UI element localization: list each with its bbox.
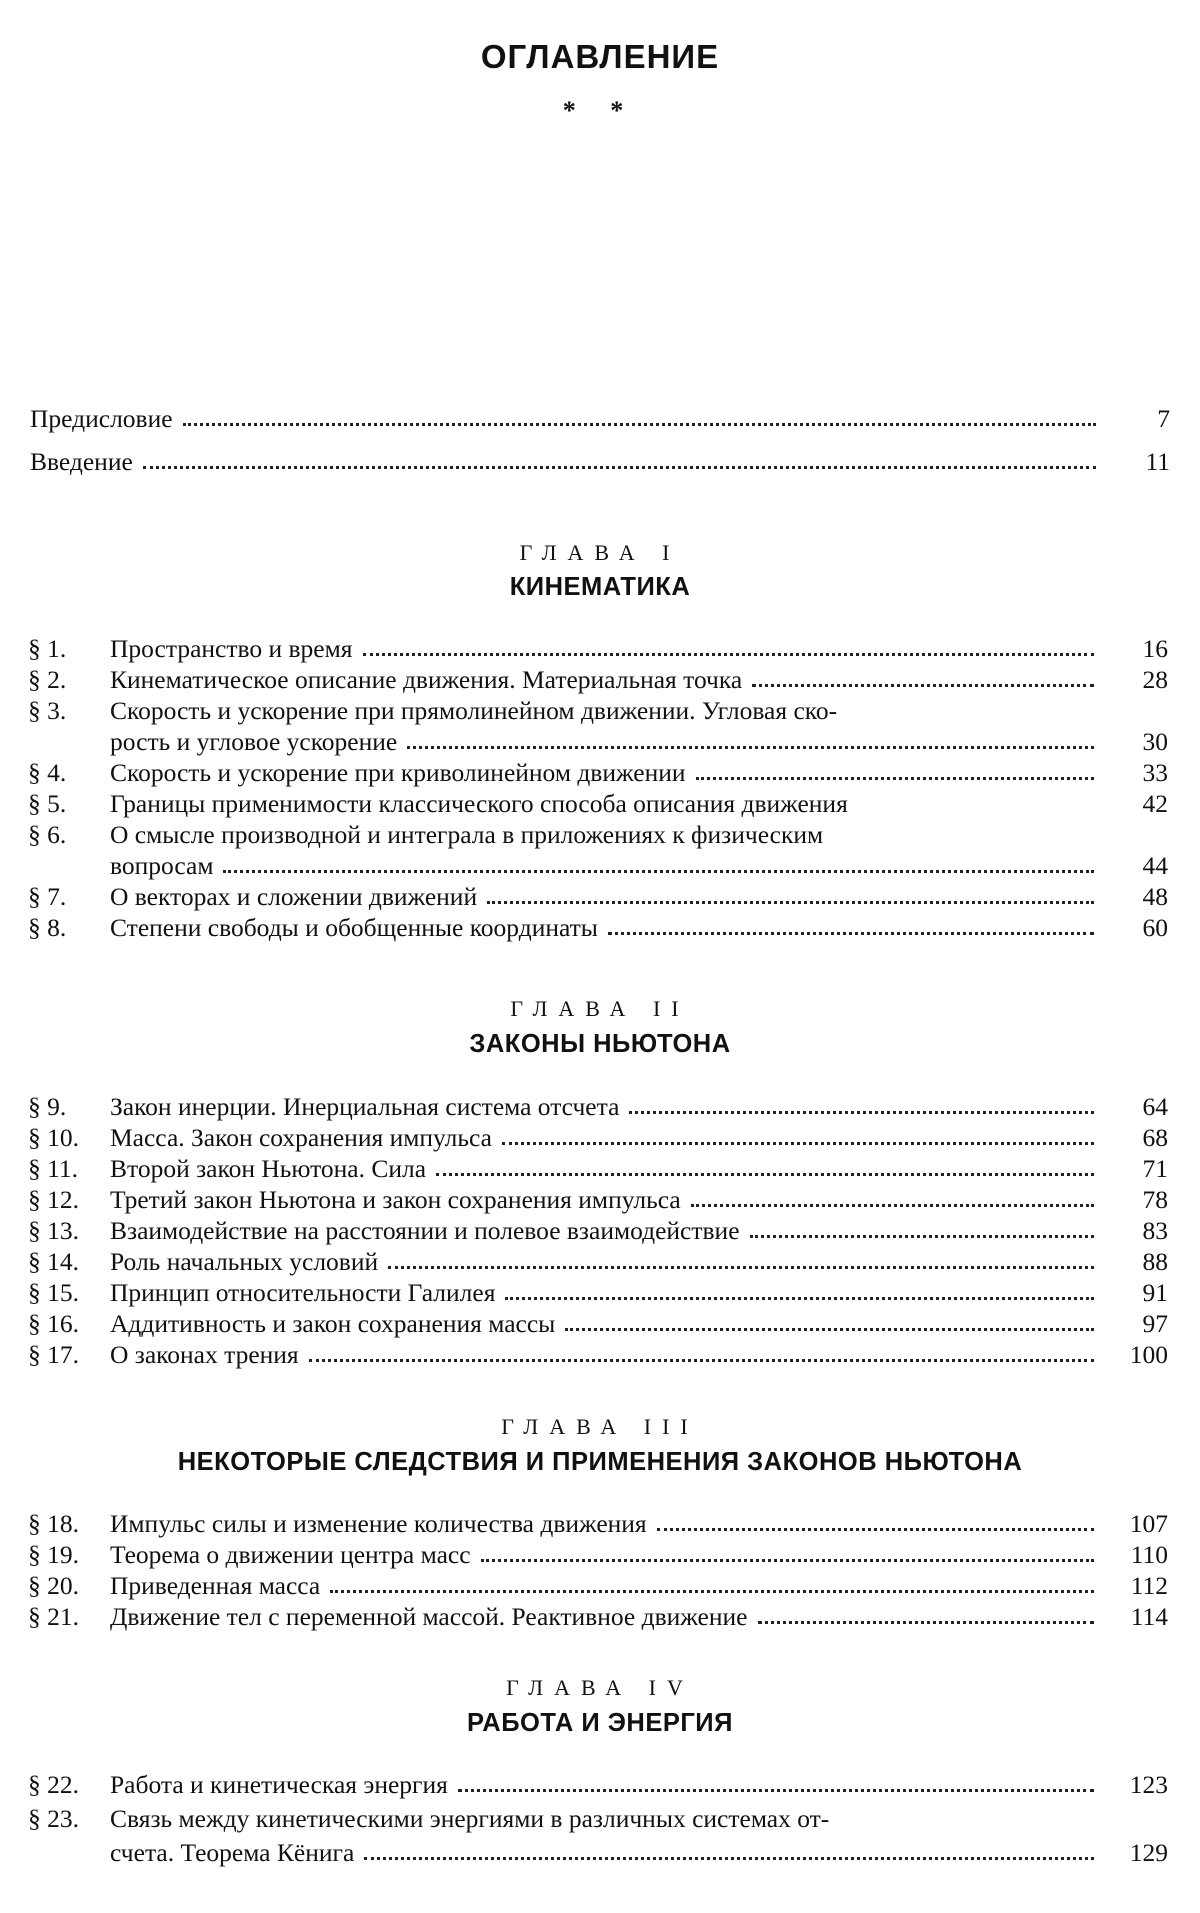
- section-number: § 3.: [28, 696, 67, 725]
- dot-leader: [505, 1297, 1094, 1300]
- dot-leader: [696, 777, 1094, 780]
- toc-entry-continuation[interactable]: [28, 1834, 1168, 1868]
- entry-title: Пространство и время: [110, 634, 353, 663]
- entry-title: Скорость и ускорение при прямолинейном движении. Угловая ско-: [110, 696, 838, 725]
- page-number: 42: [1142, 789, 1168, 818]
- toc-entry[interactable]: [28, 1766, 1168, 1800]
- toc-entry[interactable]: [28, 785, 1168, 819]
- section-number: § 17.: [28, 1340, 79, 1369]
- section-number: § 6.: [28, 820, 67, 849]
- page-number: 30: [1142, 727, 1168, 756]
- dot-leader: [330, 1590, 1094, 1593]
- page-number: 33: [1142, 758, 1168, 787]
- page-number: 7: [1157, 404, 1170, 433]
- page-number: 83: [1142, 1216, 1168, 1245]
- dot-leader: [364, 1857, 1094, 1860]
- toc-entry[interactable]: [28, 1305, 1168, 1339]
- page-number: 91: [1142, 1278, 1168, 1307]
- dot-leader: [565, 1328, 1094, 1331]
- toc-entry-preface[interactable]: [30, 400, 1170, 434]
- section-number: § 15.: [28, 1278, 79, 1307]
- dot-leader: [608, 932, 1094, 935]
- toc-entry[interactable]: [28, 878, 1168, 912]
- toc-entry[interactable]: [28, 1119, 1168, 1153]
- toc-entry[interactable]: [28, 1505, 1168, 1539]
- dot-leader: [388, 1266, 1094, 1269]
- toc-entry[interactable]: [28, 1567, 1168, 1601]
- entry-title-continuation: рость и угловое ускорение: [110, 727, 398, 756]
- toc-entry[interactable]: [28, 1181, 1168, 1215]
- dot-leader: [436, 1173, 1094, 1176]
- entry-title: Принцип относительности Галилея: [110, 1278, 496, 1307]
- toc-entry[interactable]: [28, 1536, 1168, 1570]
- page-title: ОГЛАВЛЕНИЕ: [480, 38, 720, 75]
- entry-title-continuation: счета. Теорема Кёнига: [110, 1838, 355, 1867]
- page-number: 112: [1130, 1571, 1168, 1600]
- section-number: § 4.: [28, 758, 67, 787]
- section-number: § 14.: [28, 1247, 79, 1276]
- chapter-label: ГЛАВА I: [519, 540, 681, 565]
- toc-entry[interactable]: [28, 1800, 1168, 1834]
- section-number: § 12.: [28, 1185, 79, 1214]
- entry-title: Взаимодействие на расстоянии и полевое взаимодействие: [110, 1216, 740, 1245]
- section-number: § 1.: [28, 634, 67, 663]
- section-number: § 8.: [28, 913, 67, 942]
- page-number: 107: [1129, 1509, 1168, 1538]
- toc-entry[interactable]: [28, 1243, 1168, 1277]
- entry-title: О законах трения: [110, 1340, 299, 1369]
- section-number: § 19.: [28, 1540, 79, 1569]
- page-number: 64: [1142, 1092, 1168, 1121]
- toc-entry[interactable]: [28, 1212, 1168, 1246]
- entry-title: Связь между кинетическими энергиями в различных системах от-: [110, 1804, 830, 1833]
- dot-leader: [752, 684, 1094, 687]
- toc-entry[interactable]: [28, 816, 1168, 850]
- toc-entry[interactable]: [28, 692, 1168, 726]
- entry-title: Кинематическое описание движения. Материальная точка: [110, 665, 743, 694]
- dot-leader: [458, 1789, 1094, 1792]
- entry-title: О смысле производной и интеграла в приложениях к физическим: [110, 820, 824, 849]
- section-number: § 20.: [28, 1571, 79, 1600]
- toc-entry[interactable]: [28, 1336, 1168, 1370]
- entry-title: О векторах и сложении движений: [110, 882, 478, 911]
- toc-entry-continuation[interactable]: [28, 723, 1168, 757]
- entry-title: Второй закон Ньютона. Сила: [110, 1154, 427, 1183]
- toc-entry[interactable]: [28, 1598, 1168, 1632]
- entry-title: Приведенная масса: [110, 1571, 321, 1600]
- toc-entry-introduction[interactable]: [30, 443, 1170, 477]
- page-number: 44: [1142, 851, 1168, 880]
- section-number: § 10.: [28, 1123, 79, 1152]
- entry-title: Введение: [30, 447, 133, 476]
- section-number: § 11.: [28, 1154, 79, 1183]
- section-number: § 9.: [28, 1092, 67, 1121]
- toc-entry[interactable]: [28, 1088, 1168, 1122]
- toc-entry[interactable]: [28, 909, 1168, 943]
- dot-leader: [629, 1111, 1094, 1114]
- dot-leader: [657, 1528, 1094, 1531]
- dot-leader: [487, 901, 1094, 904]
- dot-leader: [750, 1235, 1094, 1238]
- toc-entry[interactable]: [28, 630, 1168, 664]
- page-number: 60: [1142, 913, 1168, 942]
- section-number: § 5.: [28, 789, 67, 818]
- entry-title: Движение тел с переменной массой. Реактивное движение: [110, 1602, 748, 1631]
- page-number: 16: [1142, 634, 1168, 663]
- page-number: 68: [1142, 1123, 1168, 1152]
- entry-title: Теорема о движении центра масс: [110, 1540, 471, 1569]
- chapter-title: ЗАКОНЫ НЬЮТОНА: [469, 1030, 731, 1058]
- dot-leader: [143, 466, 1096, 469]
- toc-entry[interactable]: [28, 1150, 1168, 1184]
- page-number: 129: [1129, 1838, 1168, 1867]
- entry-title: Масса. Закон сохранения импульса: [110, 1123, 492, 1152]
- dot-leader: [481, 1559, 1094, 1562]
- dot-leader: [407, 746, 1094, 749]
- entry-title: Импульс силы и изменение количества движения: [110, 1509, 647, 1538]
- chapter-label: ГЛАВА IV: [506, 1675, 694, 1700]
- chapter-label: ГЛАВА III: [501, 1414, 699, 1439]
- chapter-title: КИНЕМАТИКА: [509, 573, 691, 601]
- entry-title: Аддитивность и закон сохранения массы: [110, 1309, 556, 1338]
- section-number: § 13.: [28, 1216, 79, 1245]
- section-number: § 16.: [28, 1309, 79, 1338]
- dot-leader: [223, 870, 1094, 873]
- section-number: § 22.: [28, 1770, 79, 1799]
- dot-leader: [309, 1359, 1094, 1362]
- page-number: 100: [1129, 1340, 1168, 1369]
- entry-title: Границы применимости классического способа описания движения: [110, 789, 848, 818]
- dot-leader: [363, 653, 1095, 656]
- toc-entry[interactable]: [28, 754, 1168, 788]
- page-number: 78: [1142, 1185, 1168, 1214]
- section-number: § 18.: [28, 1509, 79, 1538]
- entry-title: Третий закон Ньютона и закон сохранения импульса: [110, 1185, 681, 1214]
- entry-title: Предисловие: [30, 404, 173, 433]
- page-number: 114: [1130, 1602, 1168, 1631]
- toc-entry-continuation[interactable]: [28, 847, 1168, 881]
- page-number: 123: [1129, 1770, 1168, 1799]
- toc-entry[interactable]: [28, 1274, 1168, 1308]
- chapter-label: ГЛАВА II: [510, 996, 690, 1021]
- chapter-title: НЕКОТОРЫЕ СЛЕДСТВИЯ И ПРИМЕНЕНИЯ ЗАКОНОВ НЬЮТОНА: [177, 1448, 1023, 1476]
- page-number: 110: [1130, 1540, 1168, 1569]
- chapter-title: РАБОТА И ЭНЕРГИЯ: [467, 1709, 733, 1737]
- section-number: § 21.: [28, 1602, 79, 1631]
- entry-title-continuation: вопросам: [110, 851, 214, 880]
- asterism-ornament: * *: [562, 96, 638, 125]
- page-number: 88: [1142, 1247, 1168, 1276]
- entry-title: Степени свободы и обобщенные координаты: [110, 913, 598, 942]
- page-number: 71: [1142, 1154, 1168, 1183]
- dot-leader: [758, 1621, 1095, 1624]
- entry-title: Закон инерции. Инерциальная система отсчета: [110, 1092, 620, 1121]
- dot-leader: [691, 1204, 1094, 1207]
- page-number: 48: [1142, 882, 1168, 911]
- section-number: § 2.: [28, 665, 67, 694]
- dot-leader: [502, 1142, 1094, 1145]
- entry-title: Работа и кинетическая энергия: [110, 1770, 448, 1799]
- page-number: 28: [1142, 665, 1168, 694]
- entry-title: Скорость и ускорение при криволинейном движении: [110, 758, 686, 787]
- section-number: § 7.: [28, 882, 67, 911]
- section-number: § 23.: [28, 1804, 79, 1833]
- dot-leader: [183, 423, 1096, 426]
- page-number: 97: [1142, 1309, 1168, 1338]
- page-number: 11: [1145, 447, 1170, 476]
- toc-entry[interactable]: [28, 661, 1168, 695]
- entry-title: Роль начальных условий: [110, 1247, 379, 1276]
